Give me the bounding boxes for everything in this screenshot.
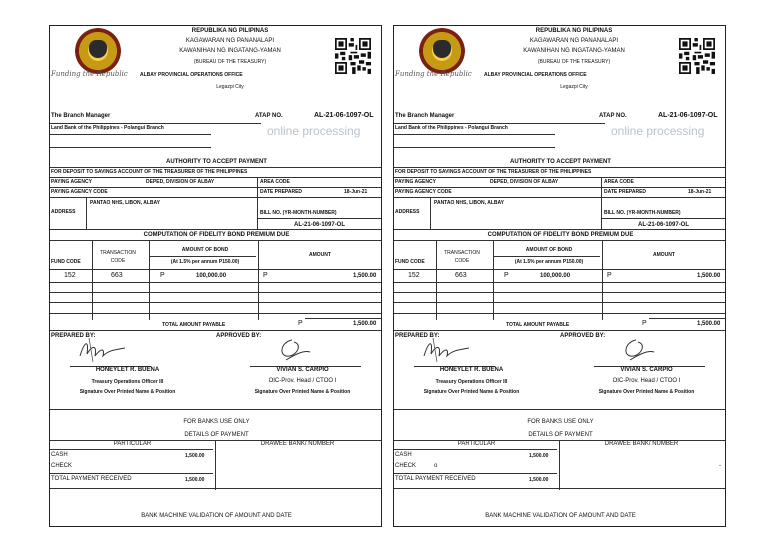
paying-agency-value: DEPED, DIVISION OF ALBAY — [146, 179, 215, 185]
signature-icon — [75, 338, 130, 363]
bill-label: BILL NO. (YR-MONTH-NUMBER) — [604, 210, 681, 216]
total-received-label: TOTAL PAYMENT RECEIVED — [51, 476, 132, 482]
header-line2: KAGAWARAN NG PANANALAPI — [529, 38, 619, 44]
atap-label: ATAP NO. — [599, 113, 627, 119]
header-line3: KAWANIHAN NG INGATANG-YAMAN — [523, 48, 625, 54]
prepared-by-label: PREPARED BY: — [395, 333, 440, 339]
cash-value: 1,500.00 — [529, 453, 549, 459]
bill-number: AL-21-06-1097-OL — [638, 222, 690, 228]
header-line1: REPUBLIKA NG PILIPINAS — [191, 28, 269, 34]
bond-amount-value: 100,000.00 — [196, 273, 227, 279]
office-city: Legazpi City — [216, 84, 244, 90]
amount-peso-sign: P — [607, 272, 612, 279]
header-line2: KAGAWARAN NG PANANALAPI — [185, 38, 275, 44]
prepared-name: HONEYLET R. BUENA — [95, 367, 160, 373]
bank-use-subtitle: DETAILS OF PAYMENT — [184, 432, 249, 438]
date-prepared-value: 18-Jun-21 — [344, 189, 368, 195]
payment-form-copy-left — [49, 25, 382, 527]
fund-code-value: 152 — [408, 272, 420, 279]
prepared-caption: Signature Over Printed Name & Position — [79, 389, 176, 395]
office-name: ALBAY PROVINCIAL OPERATIONS OFFICE — [140, 72, 243, 78]
authority-title: AUTHORITY TO ACCEPT PAYMENT — [166, 159, 267, 165]
address-value: PANTAO NHS, LIBON, ALBAY — [90, 200, 161, 206]
prepared-title: Treasury Operations Officer III — [435, 379, 508, 385]
approved-name: VIVIAN S. CARPIO — [620, 367, 673, 373]
check-label: CHECK — [395, 463, 417, 469]
tagline: Funding the Republic — [51, 70, 128, 78]
address-label: ADDRESS — [51, 209, 76, 215]
cash-value: 1,500.00 — [185, 453, 205, 459]
cash-label: CASH — [51, 452, 68, 458]
address-label: ADDRESS — [395, 209, 420, 215]
col-amount: AMOUNT — [309, 252, 331, 258]
area-code-label: AREA CODE — [260, 179, 290, 185]
bond-peso-sign: P — [160, 272, 165, 279]
total-received-value: 1,500.00 — [185, 477, 205, 483]
bank-validation: BANK MACHINE VALIDATION OF AMOUNT AND DATE — [485, 513, 636, 519]
paying-agency-code-label: PAYING AGENCY CODE — [51, 189, 108, 195]
bond-peso-sign: P — [504, 272, 509, 279]
cash-label: CASH — [395, 452, 412, 458]
approved-by-label: APPROVED BY: — [560, 333, 606, 339]
date-prepared-value: 18-Jun-21 — [688, 189, 712, 195]
transaction-code-value: 663 — [111, 272, 123, 279]
prepared-by-label: PREPARED BY: — [51, 333, 96, 339]
total-payable-label: TOTAL AMOUNT PAYABLE — [506, 322, 570, 328]
col-amount-of-bond: AMOUNT OF BOND — [181, 247, 229, 253]
date-prepared-label: DATE PREPARED — [604, 189, 647, 195]
deposit-line: FOR DEPOSIT TO SAVINGS ACCOUNT OF THE TREASURER OF THE PHILIPPINES — [395, 169, 592, 175]
bank-validation: BANK MACHINE VALIDATION OF AMOUNT AND DATE — [141, 513, 292, 519]
bank-use-title: FOR BANKS USE ONLY — [183, 419, 250, 425]
qr-code-icon — [335, 38, 371, 74]
deposit-line: FOR DEPOSIT TO SAVINGS ACCOUNT OF THE TREASURER OF THE PHILIPPINES — [51, 169, 248, 175]
bank-use-title: FOR BANKS USE ONLY — [527, 419, 594, 425]
total-payable-label: TOTAL AMOUNT PAYABLE — [162, 322, 226, 328]
check-mark: o — [434, 463, 438, 469]
total-received-value: 1,500.00 — [529, 477, 549, 483]
computation-title: COMPUTATION OF FIDELITY BOND PREMIUM DUE — [487, 232, 634, 238]
approved-name: VIVIAN S. CARPIO — [276, 367, 329, 373]
col-fund-code: FUND CODE — [51, 259, 81, 265]
paying-agency-label: PAYING AGENCY — [51, 179, 92, 185]
online-watermark: online processing — [611, 124, 705, 138]
tagline: Funding the Republic — [395, 70, 472, 78]
prepared-name: HONEYLET R. BUENA — [439, 367, 504, 373]
prepared-title: Treasury Operations Officer III — [91, 379, 164, 385]
col-amount-of-bond: AMOUNT OF BOND — [525, 247, 573, 253]
payment-form-copy-right — [393, 25, 726, 527]
date-prepared-label: DATE PREPARED — [260, 189, 303, 195]
drawee-header: DRAWEE BANK/ NUMBER — [260, 441, 335, 447]
addressee-name: The Branch Manager — [395, 113, 455, 119]
transaction-code-value: 663 — [455, 272, 467, 279]
bureau-seal-icon — [75, 28, 121, 74]
col-fund-code: FUND CODE — [395, 259, 425, 265]
office-name: ALBAY PROVINCIAL OPERATIONS OFFICE — [484, 72, 587, 78]
addressee-bank: Land Bank of the Philippines - Polangui Branch — [395, 125, 508, 131]
atap-number: AL-21-06-1097-OL — [658, 112, 718, 119]
atap-number: AL-21-06-1097-OL — [314, 112, 374, 119]
bureau-seal-icon — [419, 28, 465, 74]
approved-caption: Signature Over Printed Name & Position — [598, 389, 695, 395]
header-line4: (BUREAU OF THE TREASURY) — [193, 59, 267, 65]
paying-agency-label: PAYING AGENCY — [395, 179, 436, 185]
amount-peso-sign: P — [263, 272, 268, 279]
online-watermark: online processing — [267, 124, 361, 138]
total-payable-value: 1,500.00 — [353, 321, 377, 327]
total-peso-sign: P — [642, 320, 647, 327]
total-payable-value: 1,500.00 — [697, 321, 721, 327]
col-bond-note: (At 1.5% per annum P150.00) — [170, 259, 240, 265]
header-line1: REPUBLIKA NG PILIPINAS — [535, 28, 613, 34]
atap-label: ATAP NO. — [255, 113, 283, 119]
bill-label: BILL NO. (YR-MONTH-NUMBER) — [260, 210, 337, 216]
paying-agency-code-label: PAYING AGENCY CODE — [395, 189, 452, 195]
paying-agency-value: DEPED, DIVISION OF ALBAY — [490, 179, 559, 185]
header-line4: (BUREAU OF THE TREASURY) — [537, 59, 611, 65]
signature-icon — [272, 336, 312, 364]
fund-code-value: 152 — [64, 272, 76, 279]
qr-code-icon — [679, 38, 715, 74]
bond-amount-value: 100,000.00 — [540, 273, 571, 279]
office-city: Legazpi City — [560, 84, 588, 90]
signature-icon — [419, 338, 474, 363]
col-transaction-code: TRANSACTION CODE — [100, 250, 136, 264]
particular-header: PARTICULAR — [113, 441, 152, 447]
particular-header: PARTICULAR — [457, 441, 496, 447]
col-amount: AMOUNT — [653, 252, 675, 258]
amount-value: 1,500.00 — [353, 273, 377, 279]
header-line3: KAWANIHAN NG INGATANG-YAMAN — [179, 48, 281, 54]
area-code-label: AREA CODE — [604, 179, 634, 185]
addressee-bank: Land Bank of the Philippines - Polangui Branch — [51, 125, 164, 131]
total-received-label: TOTAL PAYMENT RECEIVED — [395, 476, 476, 482]
check-label: CHECK — [51, 463, 73, 469]
computation-title: COMPUTATION OF FIDELITY BOND PREMIUM DUE — [143, 232, 290, 238]
approved-title: OIC-Prov. Head / CTOO I — [612, 378, 681, 384]
bank-use-subtitle: DETAILS OF PAYMENT — [528, 432, 593, 438]
col-bond-note: (At 1.5% per annum P150.00) — [514, 259, 584, 265]
approved-caption: Signature Over Printed Name & Position — [254, 389, 351, 395]
signature-icon — [616, 336, 656, 364]
drawee-dash: - — [719, 463, 721, 469]
bill-number: AL-21-06-1097-OL — [294, 222, 346, 228]
authority-title: AUTHORITY TO ACCEPT PAYMENT — [510, 159, 611, 165]
total-peso-sign: P — [298, 320, 303, 327]
address-value: PANTAO NHS, LIBON, ALBAY — [434, 200, 505, 206]
prepared-caption: Signature Over Printed Name & Position — [423, 389, 520, 395]
approved-by-label: APPROVED BY: — [216, 333, 262, 339]
addressee-name: The Branch Manager — [51, 113, 111, 119]
amount-value: 1,500.00 — [697, 273, 721, 279]
col-transaction-code: TRANSACTION CODE — [444, 250, 480, 264]
drawee-header: DRAWEE BANK/ NUMBER — [604, 441, 679, 447]
approved-title: OIC-Prov. Head / CTOO I — [268, 378, 337, 384]
